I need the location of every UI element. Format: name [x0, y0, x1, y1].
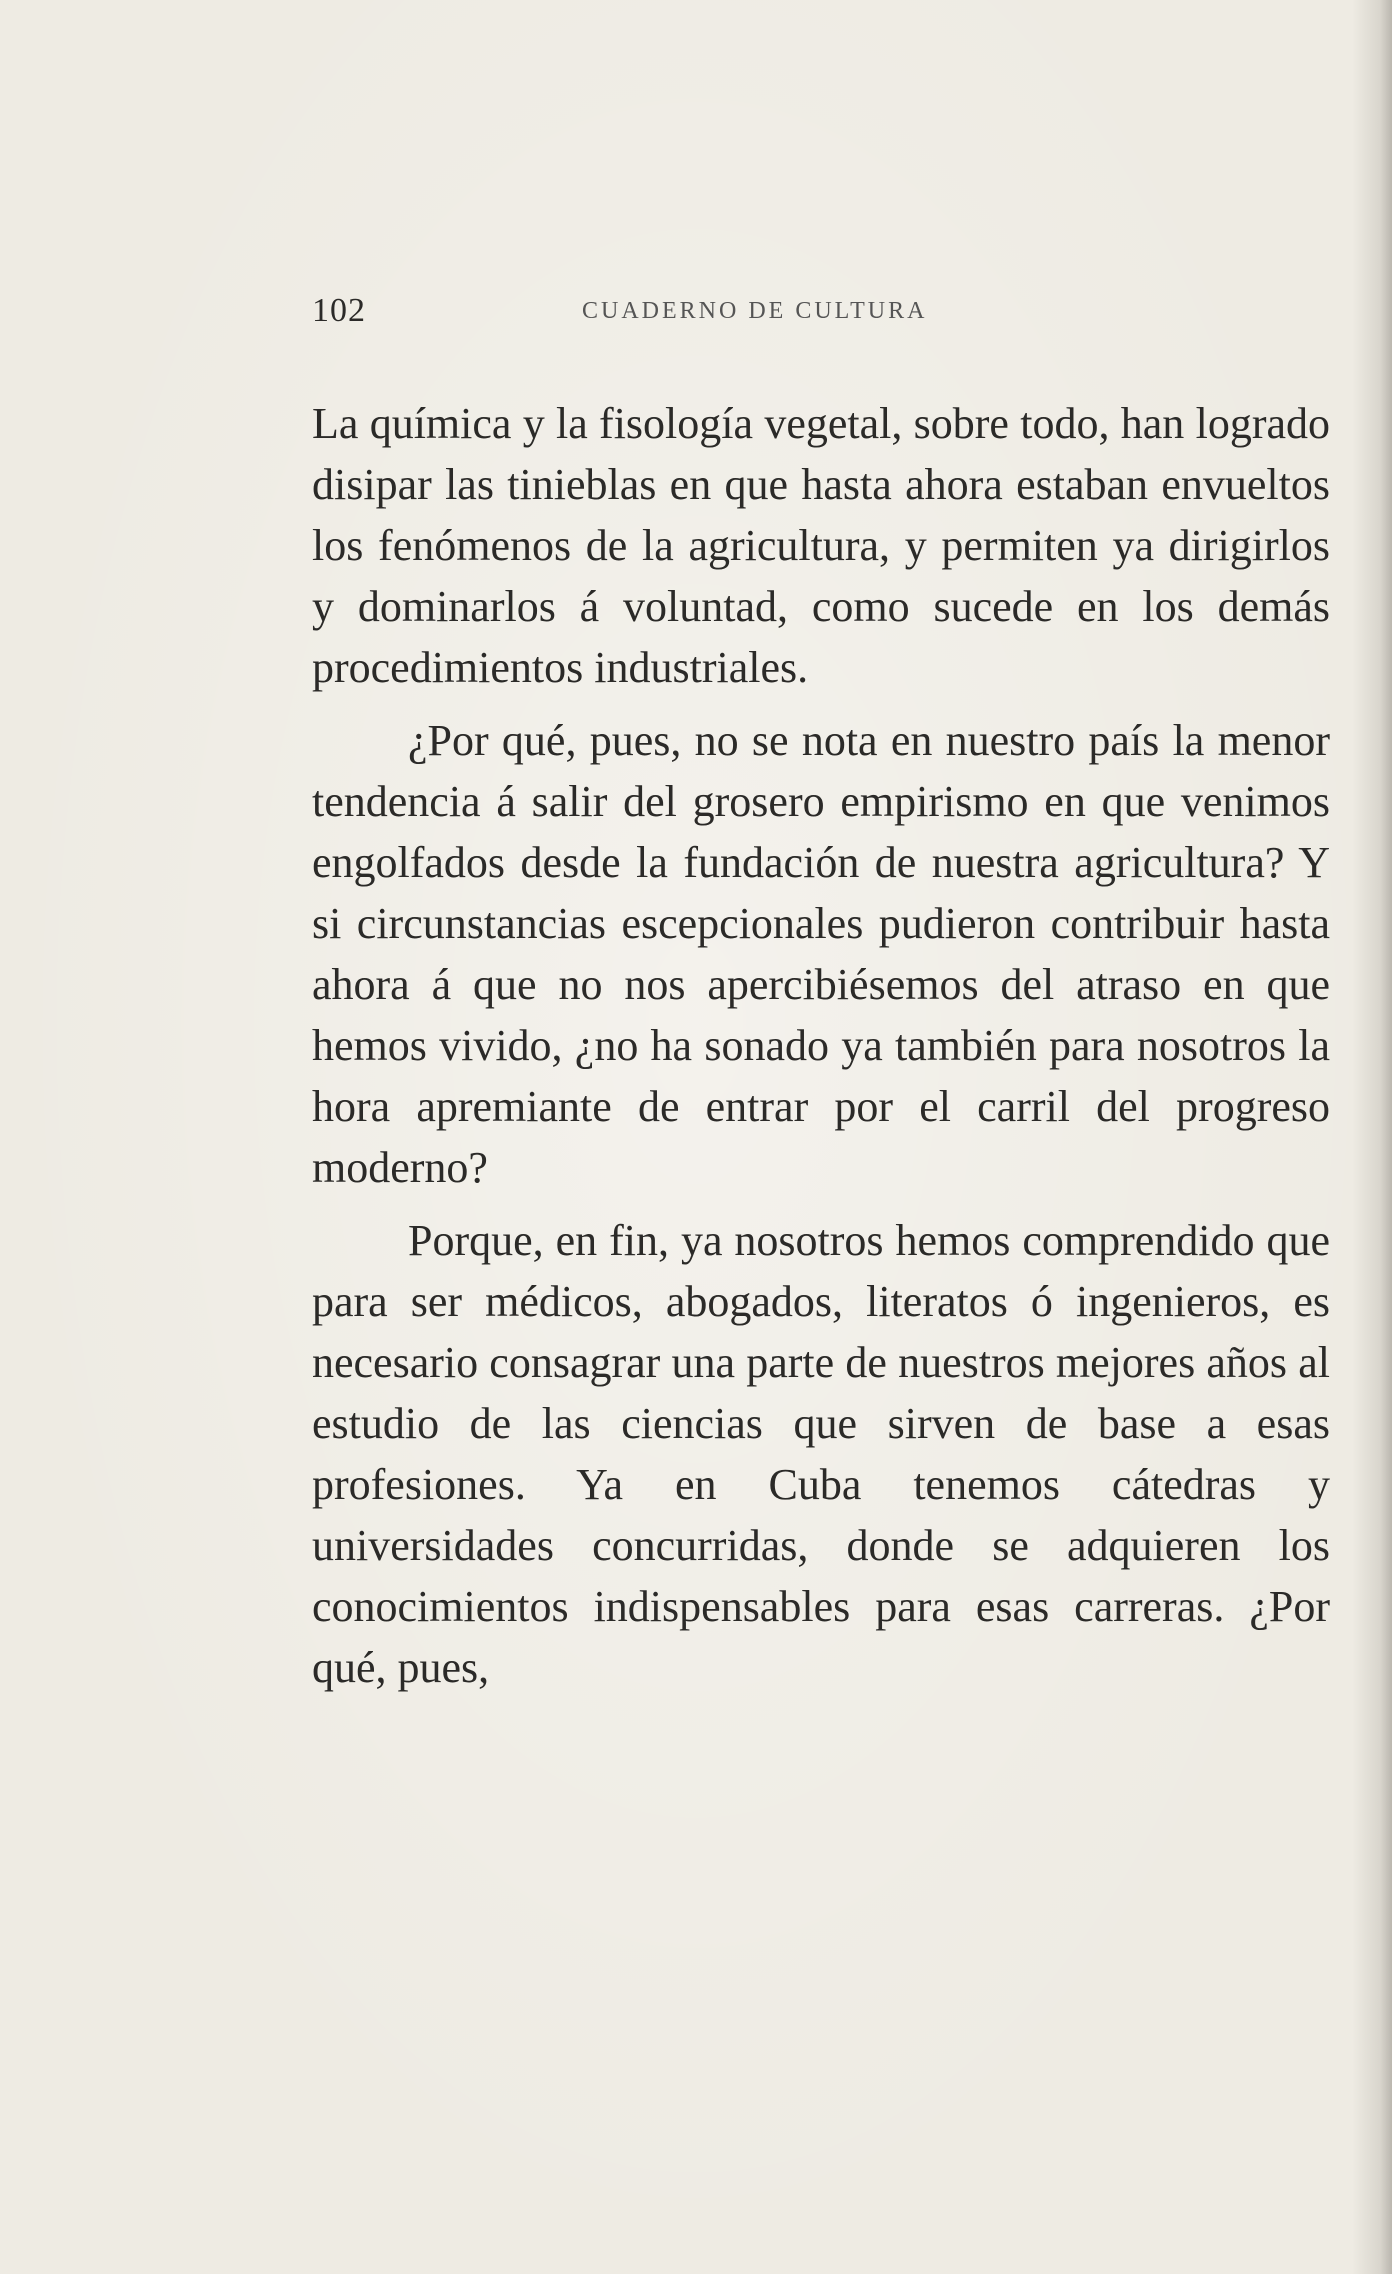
paragraph-3: Porque, en fin, ya nosotros hemos comprendido que para ser médicos, abogados, literatos ó ingenieros, es necesario consagrar una parte de nuestros mejores años al estudio de las ciencias que sirven de base a esas profesiones. Ya en Cuba tenemos cátedras y universidades concurridas, donde se adquieren los conocimientos indispensables para esas carreras. ¿Por qué, pues, — [312, 1216, 1330, 1692]
page-edge-shadow — [1352, 0, 1392, 2274]
paragraph-2: ¿Por qué, pues, no se nota en nuestro país la menor tendencia á salir del grosero empirismo en que venimos engolfados desde la fundación de nuestra agricultura? Y si circunstancias escepcionales pudieron contribuir hasta ahora á que no nos apercibiésemos del atraso en que hemos vivido, ¿no ha sonado ya también para nosotros la hora apremiante de entrar por el carril del progreso moderno? — [312, 716, 1330, 1192]
running-head — [312, 292, 1330, 342]
paragraph-1: La química y la fisología vegetal, sobre todo, han logrado disipar las tinieblas en que hasta ahora estaban envueltos los fenómenos de la agricultura, y permiten ya dirigirlos y dominarlos á voluntad, como sucede en los demás procedimientos industriales. — [312, 399, 1330, 692]
page-number: 102 — [312, 292, 366, 329]
body-text — [312, 393, 1330, 1698]
running-title: CUADERNO DE CULTURA — [582, 298, 928, 324]
